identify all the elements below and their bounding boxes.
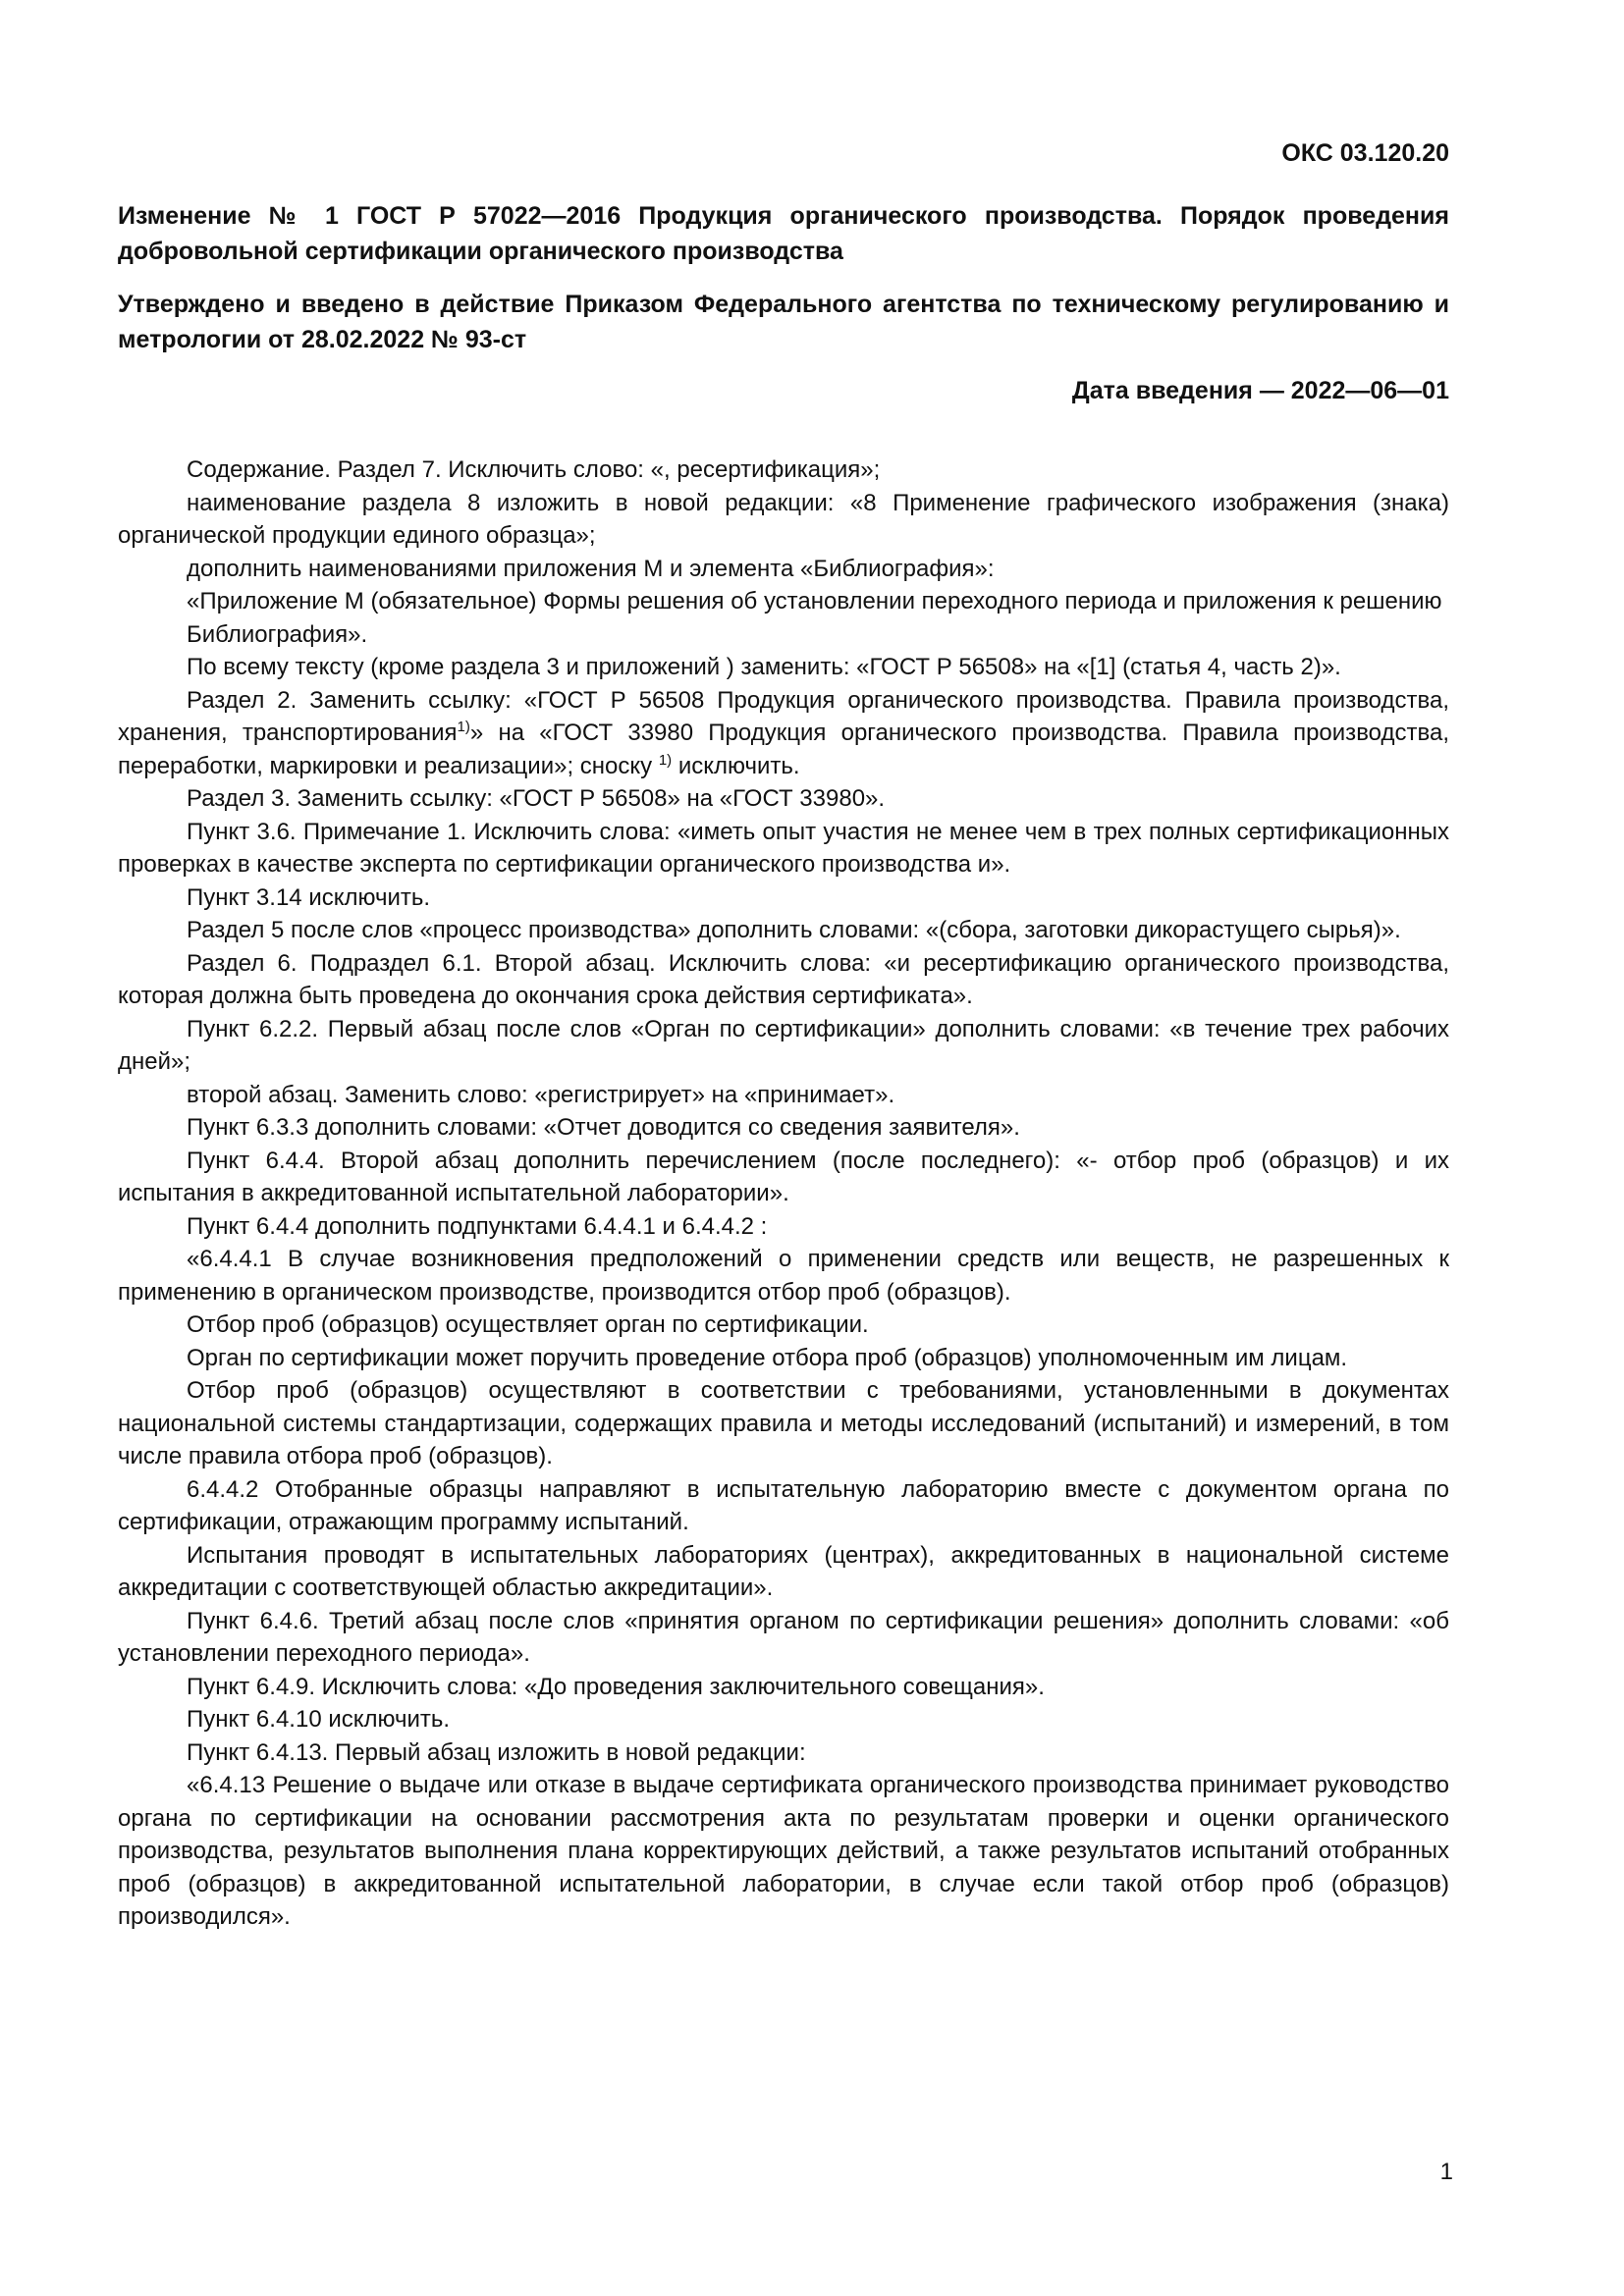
paragraph-text: » на «ГОСТ 33980 Продукция органического производства. Правила производства, переработки, маркировки и реализации»; сноску bbox=[118, 720, 1449, 779]
paragraph: Пункт 6.4.10 исключить. bbox=[187, 1706, 451, 1733]
footnote-marker: 1) bbox=[658, 751, 673, 769]
document-page bbox=[118, 137, 1449, 1934]
paragraph: Испытания проводят в испытательных лабораториях (центрах), аккредитованных в национальной системе аккредитации с соответствующей областью аккредитации». bbox=[118, 1541, 1449, 1601]
paragraph: Пункт 3.6. Примечание 1. Исключить слова: «иметь опыт участия не менее чем в трех полных сертификационных проверках в качестве эксперта по сертификации органического производства и». bbox=[118, 818, 1449, 878]
paragraph: дополнить наименованиями приложения М и элемента «Библиография»: bbox=[187, 555, 995, 582]
paragraph: «6.4.4.1 В случае возникновения предположений о применении средств или веществ, не разрешенных к применению в органическом производстве, производится отбор проб (образцов). bbox=[118, 1246, 1449, 1306]
paragraph: Пункт 6.4.4 дополнить подпунктами 6.4.4.1 и 6.4.4.2 : bbox=[187, 1212, 768, 1240]
paragraph: Пункт 6.4.13. Первый абзац изложить в новой редакции: bbox=[187, 1738, 806, 1766]
document-title: Изменение № 1 ГОСТ Р 57022—2016 Продукция органического производства. Порядок проведения добровольной сертификации органического производства bbox=[118, 202, 1449, 265]
paragraph: наименование раздела 8 изложить в новой редакции: «8 Применение графического изображения (знака) органической продукции единого образца»; bbox=[118, 489, 1449, 549]
paragraph: «6.4.13 Решение о выдаче или отказе в выдаче сертификата органического производства принимает руководство органа по сертификации на основании рассмотрения акта по результатам проверки и оценки органического производства, результатов выполнения плана корректирующих действий, а также результатов испытаний отобранных проб (образцов) в аккредитованной испытательной лаборатории, в случае если такой отбор проб (образцов) производился». bbox=[118, 1772, 1449, 1930]
paragraph: Раздел 5 после слов «процесс производства» дополнить словами: «(сбора, заготовки дикорастущего сырья)». bbox=[187, 917, 1401, 943]
paragraph: Содержание. Раздел 7. Исключить слово: «, ресертификация»; bbox=[187, 456, 881, 483]
introduction-date: Дата введения — 2022—06—01 bbox=[1071, 377, 1449, 404]
page-number: 1 bbox=[1439, 2159, 1453, 2185]
paragraph-section-2 bbox=[118, 684, 1449, 783]
approval-statement: Утверждено и введено в действие Приказом Федерального агентства по техническому регулированию и метрологии от 28.02.2022 № 93-ст bbox=[118, 291, 1449, 353]
paragraph: Раздел 6. Подраздел 6.1. Второй абзац. Исключить слова: «и ресертификацию органического производства, которая должна быть проведена до окончания срока действия сертификата». bbox=[118, 949, 1449, 1009]
paragraph-text: исключить. bbox=[672, 752, 800, 779]
paragraph: Пункт 6.3.3 дополнить словами: «Отчет доводится со сведения заявителя». bbox=[187, 1114, 1020, 1141]
paragraph-text: Раздел 2. Заменить ссылку: «ГОСТ Р 56508 Продукция органического производства. Правила производства, хранения, транспортирования bbox=[118, 686, 1449, 746]
paragraph: Пункт 6.4.6. Третий абзац после слов «принятия органом по сертификации решения» дополнить словами: «об установлении переходного периода». bbox=[118, 1607, 1449, 1667]
paragraph: Пункт 6.2.2. Первый абзац после слов «Орган по сертификации» дополнить словами: «в течение трех рабочих дней»; bbox=[118, 1015, 1449, 1075]
paragraph: По всему тексту (кроме раздела 3 и приложений ) заменить: «ГОСТ Р 56508» на «[1] (статья 4, часть 2)». bbox=[187, 654, 1341, 680]
paragraph: второй абзац. Заменить слово: «регистрирует» на «принимает». bbox=[187, 1081, 895, 1108]
paragraph: «Приложение М (обязательное) Формы решения об установлении переходного периода и приложения к решению bbox=[187, 588, 1442, 614]
paragraph: Отбор проб (образцов) осуществляет орган по сертификации. bbox=[187, 1311, 869, 1338]
paragraph: 6.4.4.2 Отобранные образцы направляют в испытательную лабораторию вместе с документом органа по сертификации, отражающим программу испытаний. bbox=[118, 1475, 1449, 1535]
paragraph: Пункт 6.4.4. Второй абзац дополнить перечислением (после последнего): «- отбор проб (образцов) и их испытания в аккредитованной испытательной лаборатории». bbox=[118, 1147, 1449, 1206]
paragraph: Пункт 6.4.9. Исключить слова: «До проведения заключительного совещания». bbox=[187, 1673, 1045, 1700]
paragraph: Отбор проб (образцов) осуществляют в соответствии с требованиями, установленными в документах национальной системы стандартизации, содержащих правила и методы исследований (испытаний) и измерений, в том числе правила отбора проб (образцов). bbox=[118, 1377, 1449, 1469]
paragraph: Библиография». bbox=[187, 620, 368, 648]
document-body bbox=[118, 454, 1449, 1934]
footnote-marker: 1) bbox=[457, 719, 470, 735]
paragraph: Орган по сертификации может поручить проведение отбора проб (образцов) уполномоченным им лицам. bbox=[187, 1344, 1348, 1371]
oks-code: ОКС 03.120.20 bbox=[1281, 139, 1449, 167]
paragraph: Раздел 3. Заменить ссылку: «ГОСТ Р 56508» на «ГОСТ 33980». bbox=[187, 785, 886, 812]
paragraph: Пункт 3.14 исключить. bbox=[187, 883, 431, 911]
